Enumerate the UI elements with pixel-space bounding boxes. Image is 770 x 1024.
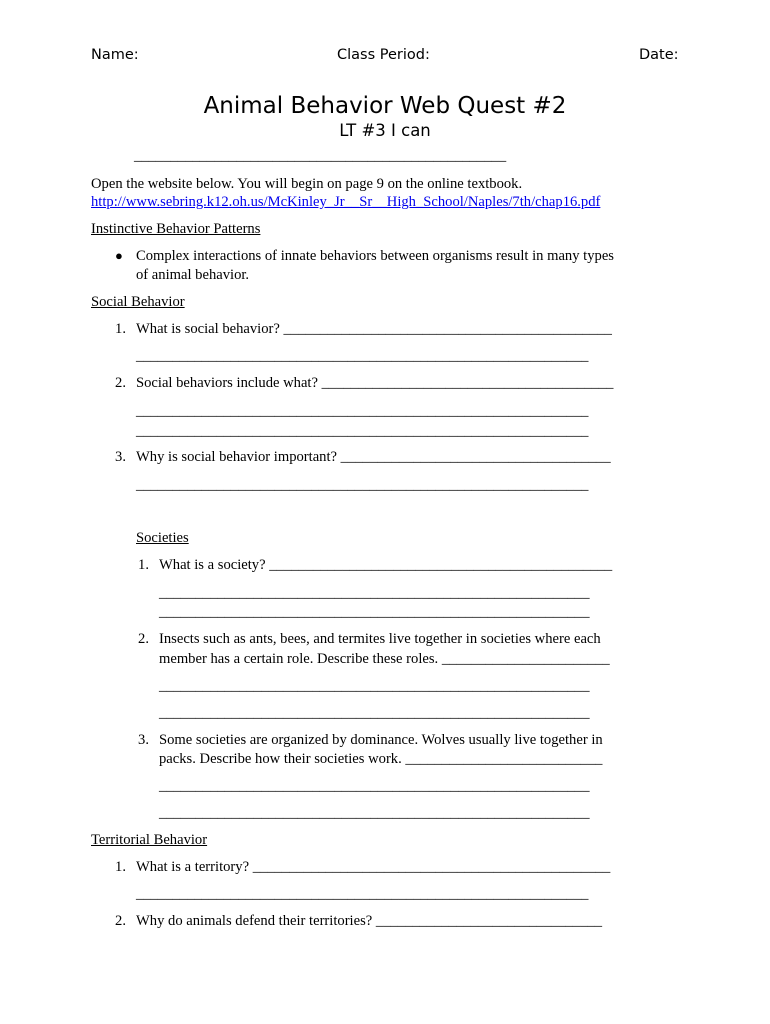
answer-line: ___________________________________________________________ [159,585,590,601]
section-heading-societies: Societies [136,530,189,546]
question-territorial-1: What is a territory? _________________________________________________ [136,859,611,875]
section-heading-social: Social Behavior [91,294,185,310]
answer-line: ______________________________________________________________ [136,886,589,902]
question-social-2: Social behaviors include what? ________________________________________ [136,375,614,391]
question-social-3: Why is social behavior important? _____________________________________ [136,449,611,465]
textbook-link[interactable]: http://www.sebring.k12.oh.us/McKinley_Jr__Sr__High_School/Naples/7th/chap16.pdf [91,194,601,210]
question-number: 2. [115,913,126,929]
bullet-text-line1: Complex interactions of innate behaviors between organisms result in many types [136,248,614,264]
answer-line: ______________________________________________________________ [136,477,589,493]
question-social-1: What is social behavior? _____________________________________________ [136,321,612,337]
name-label: Name: [91,47,139,63]
class-period-label: Class Period: [337,47,430,63]
intro-text: Open the website below. You will begin on page 9 on the online textbook. [91,176,523,192]
question-societies-2-line1: Insects such as ants, bees, and termites live together in societies where each [159,631,601,647]
answer-line: ______________________________________________________________ [136,403,589,419]
question-number: 1. [115,859,126,875]
answer-line: ___________________________________________________________ [159,604,590,620]
question-societies-2-line2: member has a certain role. Describe these roles. _______________________ [159,651,610,667]
question-societies-3-line1: Some societies are organized by dominance. Wolves usually live together in [159,732,603,748]
answer-line: ___________________________________________________________ [159,778,590,794]
question-number: 1. [115,321,126,337]
page-title: Animal Behavior Web Quest #2 [203,93,567,119]
date-label: Date: [639,47,679,63]
question-number: 2. [138,631,149,647]
answer-line: ___________________________________________________________ [159,705,590,721]
answer-line: ______________________________________________________________ [136,348,589,364]
bullet-icon: ● [115,248,123,263]
question-number: 3. [138,732,149,748]
bullet-text-line2: of animal behavior. [136,267,250,283]
answer-line: ___________________________________________________________ [159,678,590,694]
question-number: 3. [115,449,126,465]
page-subtitle: LT #3 I can [339,121,431,140]
answer-line: ___________________________________________________________ [159,805,590,821]
question-societies-1: What is a society? _______________________________________________ [159,557,613,573]
answer-line: ______________________________________________________________ [136,423,589,439]
question-number: 2. [115,375,126,391]
section-heading-territorial: Territorial Behavior [91,832,208,848]
question-territorial-2: Why do animals defend their territories? _______________________________ [136,913,603,929]
question-number: 1. [138,557,149,573]
question-societies-3-line2: packs. Describe how their societies work. ___________________________ [159,751,603,767]
subtitle-blank-line: ___________________________________________________ [134,148,507,164]
section-heading-instinctive: Instinctive Behavior Patterns [91,221,261,237]
